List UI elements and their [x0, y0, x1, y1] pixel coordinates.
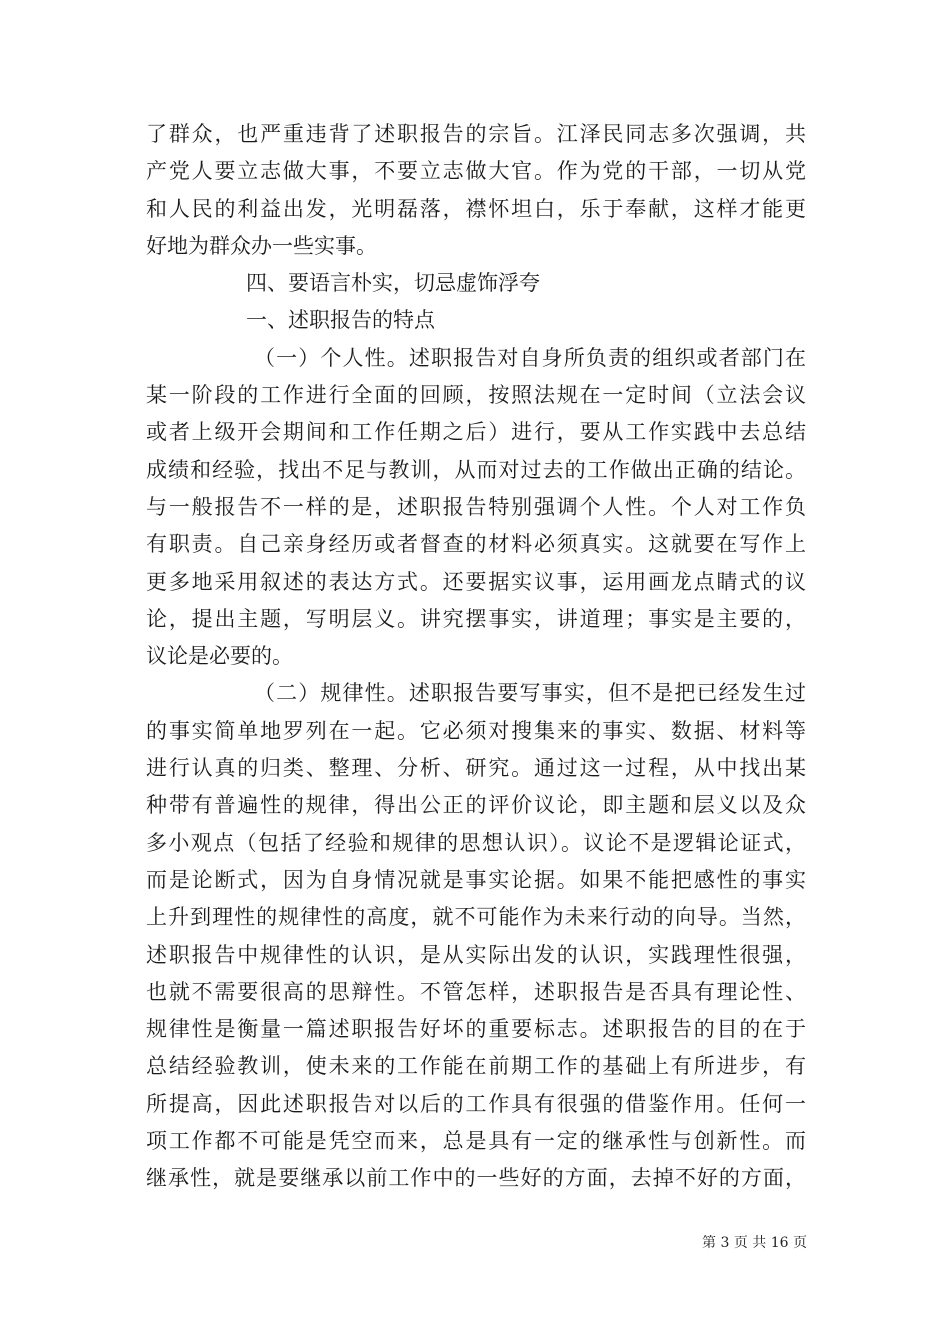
text-line: 规律性是衡量一篇述职报告好坏的重要标志。述职报告的目的在于	[146, 1017, 806, 1042]
text-line: 更多地采用叙述的表达方式。还要据实议事，运用画龙点睛式的议	[146, 569, 806, 594]
text-line: 上升到理性的规律性的高度，就不可能作为未来行动的向导。当然，	[146, 905, 806, 930]
text-line: 某一阶段的工作进行全面的回顾，按照法规在一定时间（立法会议	[146, 383, 806, 408]
page-number-footer: 第 3 页 共 16 页	[702, 1235, 807, 1251]
text-line: 项工作都不可能是凭空而来，总是具有一定的继承性与创新性。而	[146, 1129, 806, 1154]
text-line: 与一般报告不一样的是，述职报告特别强调个人性。个人对工作负	[146, 494, 806, 519]
text-line: 述职报告中规律性的认识，是从实际出发的认识，实践理性很强，	[146, 942, 806, 967]
text-line: 种带有普遍性的规律，得出公正的评价议论，即主题和层义以及众	[146, 793, 806, 818]
document-body	[146, 116, 806, 1198]
text-line: 的事实简单地罗列在一起。它必须对搜集来的事实、数据、材料等	[146, 718, 806, 743]
text-line: 议论是必要的。	[146, 644, 293, 669]
text-line: 和人民的利益出发，光明磊落，襟怀坦白，乐于奉献，这样才能更	[146, 196, 806, 221]
text-line: 而是论断式，因为自身情况就是事实论据。如果不能把感性的事实	[146, 867, 806, 892]
text-line: 论，提出主题，写明层义。讲究摆事实，讲道理；事实是主要的，	[146, 606, 806, 631]
text-line: 或者上级开会期间和工作任期之后）进行，要从工作实践中去总结	[146, 420, 806, 445]
section-heading: 四、要语言朴实，切忌虚饰浮夸	[246, 271, 540, 296]
text-line: 总结经验教训，使未来的工作能在前期工作的基础上有所进步，有	[146, 1054, 806, 1079]
text-line: 继承性，就是要继承以前工作中的一些好的方面，去掉不好的方面，	[146, 1166, 806, 1191]
text-line: 了群众，也严重违背了述职报告的宗旨。江泽民同志多次强调，共	[146, 122, 806, 146]
text-line: 所提高，因此述职报告对以后的工作具有很强的借鉴作用。任何一	[146, 1091, 806, 1116]
text-line: 有职责。自己亲身经历或者督查的材料必须真实。这就要在写作上	[146, 532, 806, 557]
paragraph-first-line: （一）个人性。述职报告对自身所负责的组织或者部门在	[254, 345, 806, 370]
text-line: 多小观点（包括了经验和规律的思想认识）。议论不是逻辑论证式，	[146, 830, 806, 855]
text-line: 好地为群众办一些实事。	[146, 233, 377, 258]
section-heading: 一、述职报告的特点	[246, 308, 435, 333]
text-line: 成绩和经验，找出不足与教训，从而对过去的工作做出正确的结论。	[146, 457, 806, 482]
text-line: 也就不需要很高的思辩性。不管怎样，述职报告是否具有理论性、	[146, 979, 806, 1004]
text-line: 进行认真的归类、整理、分析、研究。通过这一过程，从中找出某	[146, 756, 806, 781]
paragraph-first-line: （二）规律性。述职报告要写事实，但不是把已经发生过	[254, 681, 806, 706]
text-line: 产党人要立志做大事，不要立志做大官。作为党的干部，一切从党	[146, 159, 806, 184]
